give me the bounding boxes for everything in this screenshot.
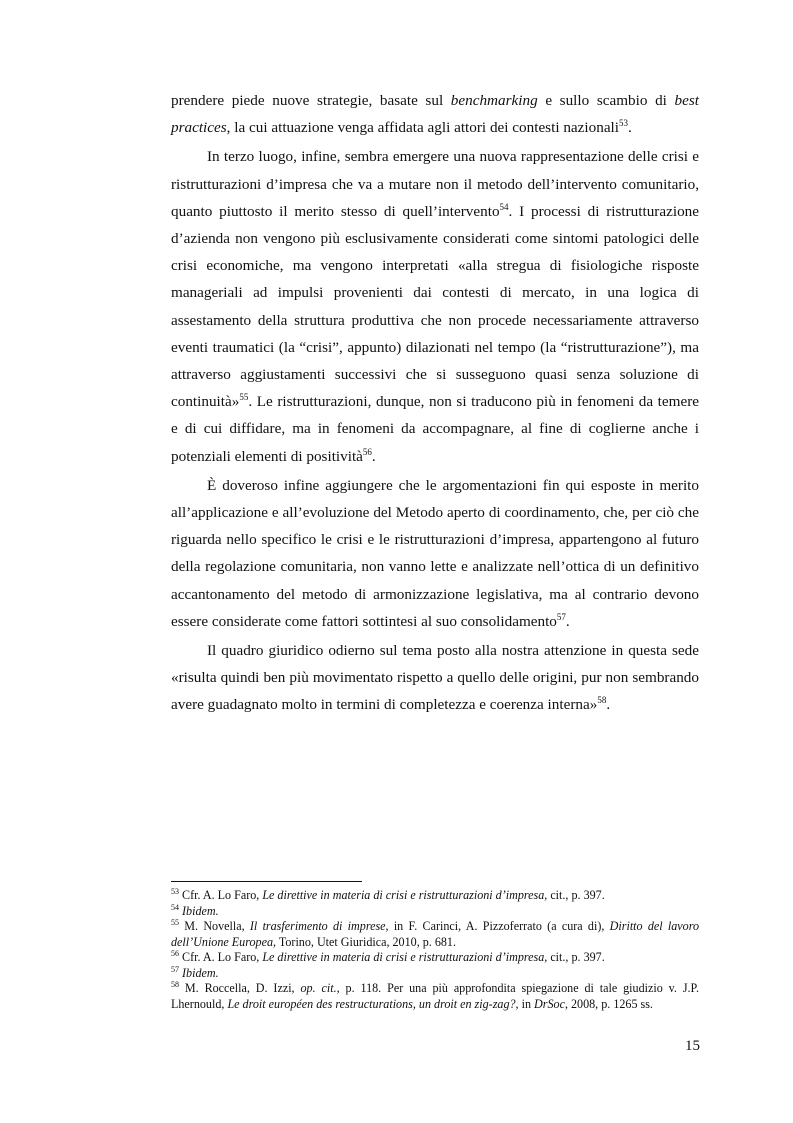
italic-text: best practices: [171, 92, 699, 137]
italic-text: op. cit.: [300, 981, 337, 995]
text-run: .: [371, 447, 376, 465]
italic-text: benchmarking: [450, 92, 538, 109]
paragraph: [171, 637, 699, 719]
footnote-ref: 53: [619, 118, 628, 129]
text-run: Cfr. A. Lo Faro,: [179, 888, 263, 902]
text-run: prendere piede nuove strategie, basate sul: [171, 92, 451, 109]
footnote-number: 55: [171, 917, 179, 927]
footnote: [171, 919, 699, 950]
footnote: [171, 888, 699, 904]
footnote-number: 57: [171, 964, 179, 974]
text-run: Il quadro giuridico odierno sul tema posto alla nostra attenzione in questa sede «risulta quindi ben più movimentato rispetto a quello delle origini, pur non sembrando avere guadagnato molto in termini di completezza e coerenza interna»: [171, 642, 699, 714]
italic-text: Il trasferimento di imprese: [249, 919, 386, 933]
footnotes: [171, 888, 699, 1012]
text-run: e sullo scambio di: [537, 92, 675, 109]
footnote: [171, 966, 699, 982]
italic-text: Ibidem.: [182, 965, 219, 980]
footnote-number: 54: [171, 902, 179, 912]
text-run: Cfr. A. Lo Faro,: [179, 950, 263, 964]
footnote-ref: 58: [597, 695, 607, 706]
text-run: .: [606, 696, 611, 714]
footnote-number: 58: [171, 979, 179, 989]
page-number: 15: [685, 1038, 700, 1054]
paragraph: [171, 472, 699, 635]
footnote-number: 53: [171, 886, 179, 896]
text-run: . Le ristrutturazioni, dunque, non si traducono più in fenomeni da temere e di cui diffidare, ma in fenomeni da accompagnare, al fine di coglierne anche i potenziali elementi di positività: [171, 393, 699, 465]
footnote: [171, 904, 699, 920]
text-run: , cit., p. 397.: [544, 888, 605, 902]
italic-text: Diritto del lavoro dell’Unione Europea: [171, 919, 700, 949]
footnote: [171, 981, 699, 1012]
text-run: , 2008, p. 1265 ss.: [564, 996, 653, 1011]
italic-text: DrSoc: [534, 996, 565, 1011]
italic-text: Ibidem.: [182, 903, 219, 918]
italic-text: Le direttive in materia di crisi e ristrutturazioni d’impresa: [262, 950, 545, 964]
text-run: , in F. Carinci, A. Pizzoferrato (a cura di),: [385, 919, 610, 933]
text-run: , Torino, Utet Giuridica, 2010, p. 681.: [273, 934, 457, 949]
text-run: , p. 118. Per una più approfondita spiegazione di tale giudizio v. J.P. Lhernould,: [171, 981, 699, 1011]
footnote-number: 56: [171, 948, 179, 958]
footnote: [171, 950, 699, 966]
paragraph: [171, 143, 699, 469]
text-run: M. Novella,: [179, 919, 250, 933]
text-run: , in: [515, 996, 535, 1011]
text-run: M. Roccella, D. Izzi,: [179, 981, 301, 995]
text-run: In terzo luogo, infine, sembra emergere una nuova rappresentazione delle crisi e ristrutturazioni d’impresa che va a mutare non il metodo dell’intervento comunitario, quanto piuttosto il merito stesso di quell’intervento: [171, 148, 699, 220]
footnote-ref: 54: [499, 201, 509, 212]
italic-text: Le direttive in materia di crisi e ristrutturazioni d’impresa: [262, 888, 545, 902]
body-text: [171, 87, 699, 721]
footnote-separator: [171, 881, 362, 882]
paragraph: [171, 87, 699, 141]
text-run: È doveroso infine aggiungere che le argomentazioni fin qui esposte in merito all’applicazione e all’evoluzione del Metodo aperto di coordinamento, che, per ciò che riguarda nello specifico le crisi e le ristrutturazioni d’impresa, appartengono al futuro della regolazione comunitaria, non vanno lette e analizzate nell’ottica di un definitivo accantonamento del metodo di armonizzazione legislativa, ma al contrario devono essere considerate come fattori sottintesi al suo consolidamento: [171, 476, 699, 630]
text-run: . I processi di ristrutturazione d’azienda non vengono più esclusivamente considerati come sintomi patologici delle crisi economiche, ma vengono interpretati «alla stregua di fisiologiche risposte manageriali ad impulsi provenienti dai contesti di mercato, in una logica di assestamento della struttura produttiva che non procede necessariamente attraverso eventi traumatici (la “crisi”, appunto) dilazionati nel tempo (la “ristrutturazione”), ma attraverso aggiustamenti successivi che si susseguono quasi senza soluzione di continuità»: [171, 202, 699, 411]
footnote-ref: 55: [239, 392, 249, 403]
text-run: , cit., p. 397.: [544, 950, 605, 964]
text-run: , la cui attuazione venga affidata agli attori dei contesti nazionali: [226, 119, 619, 137]
text-run: .: [628, 119, 632, 137]
footnote-ref: 57: [556, 611, 566, 622]
text-run: .: [565, 612, 570, 630]
italic-text: Le droit européen des restructurations, un droit en zig-zag?: [227, 996, 516, 1011]
footnote-ref: 56: [362, 446, 372, 457]
